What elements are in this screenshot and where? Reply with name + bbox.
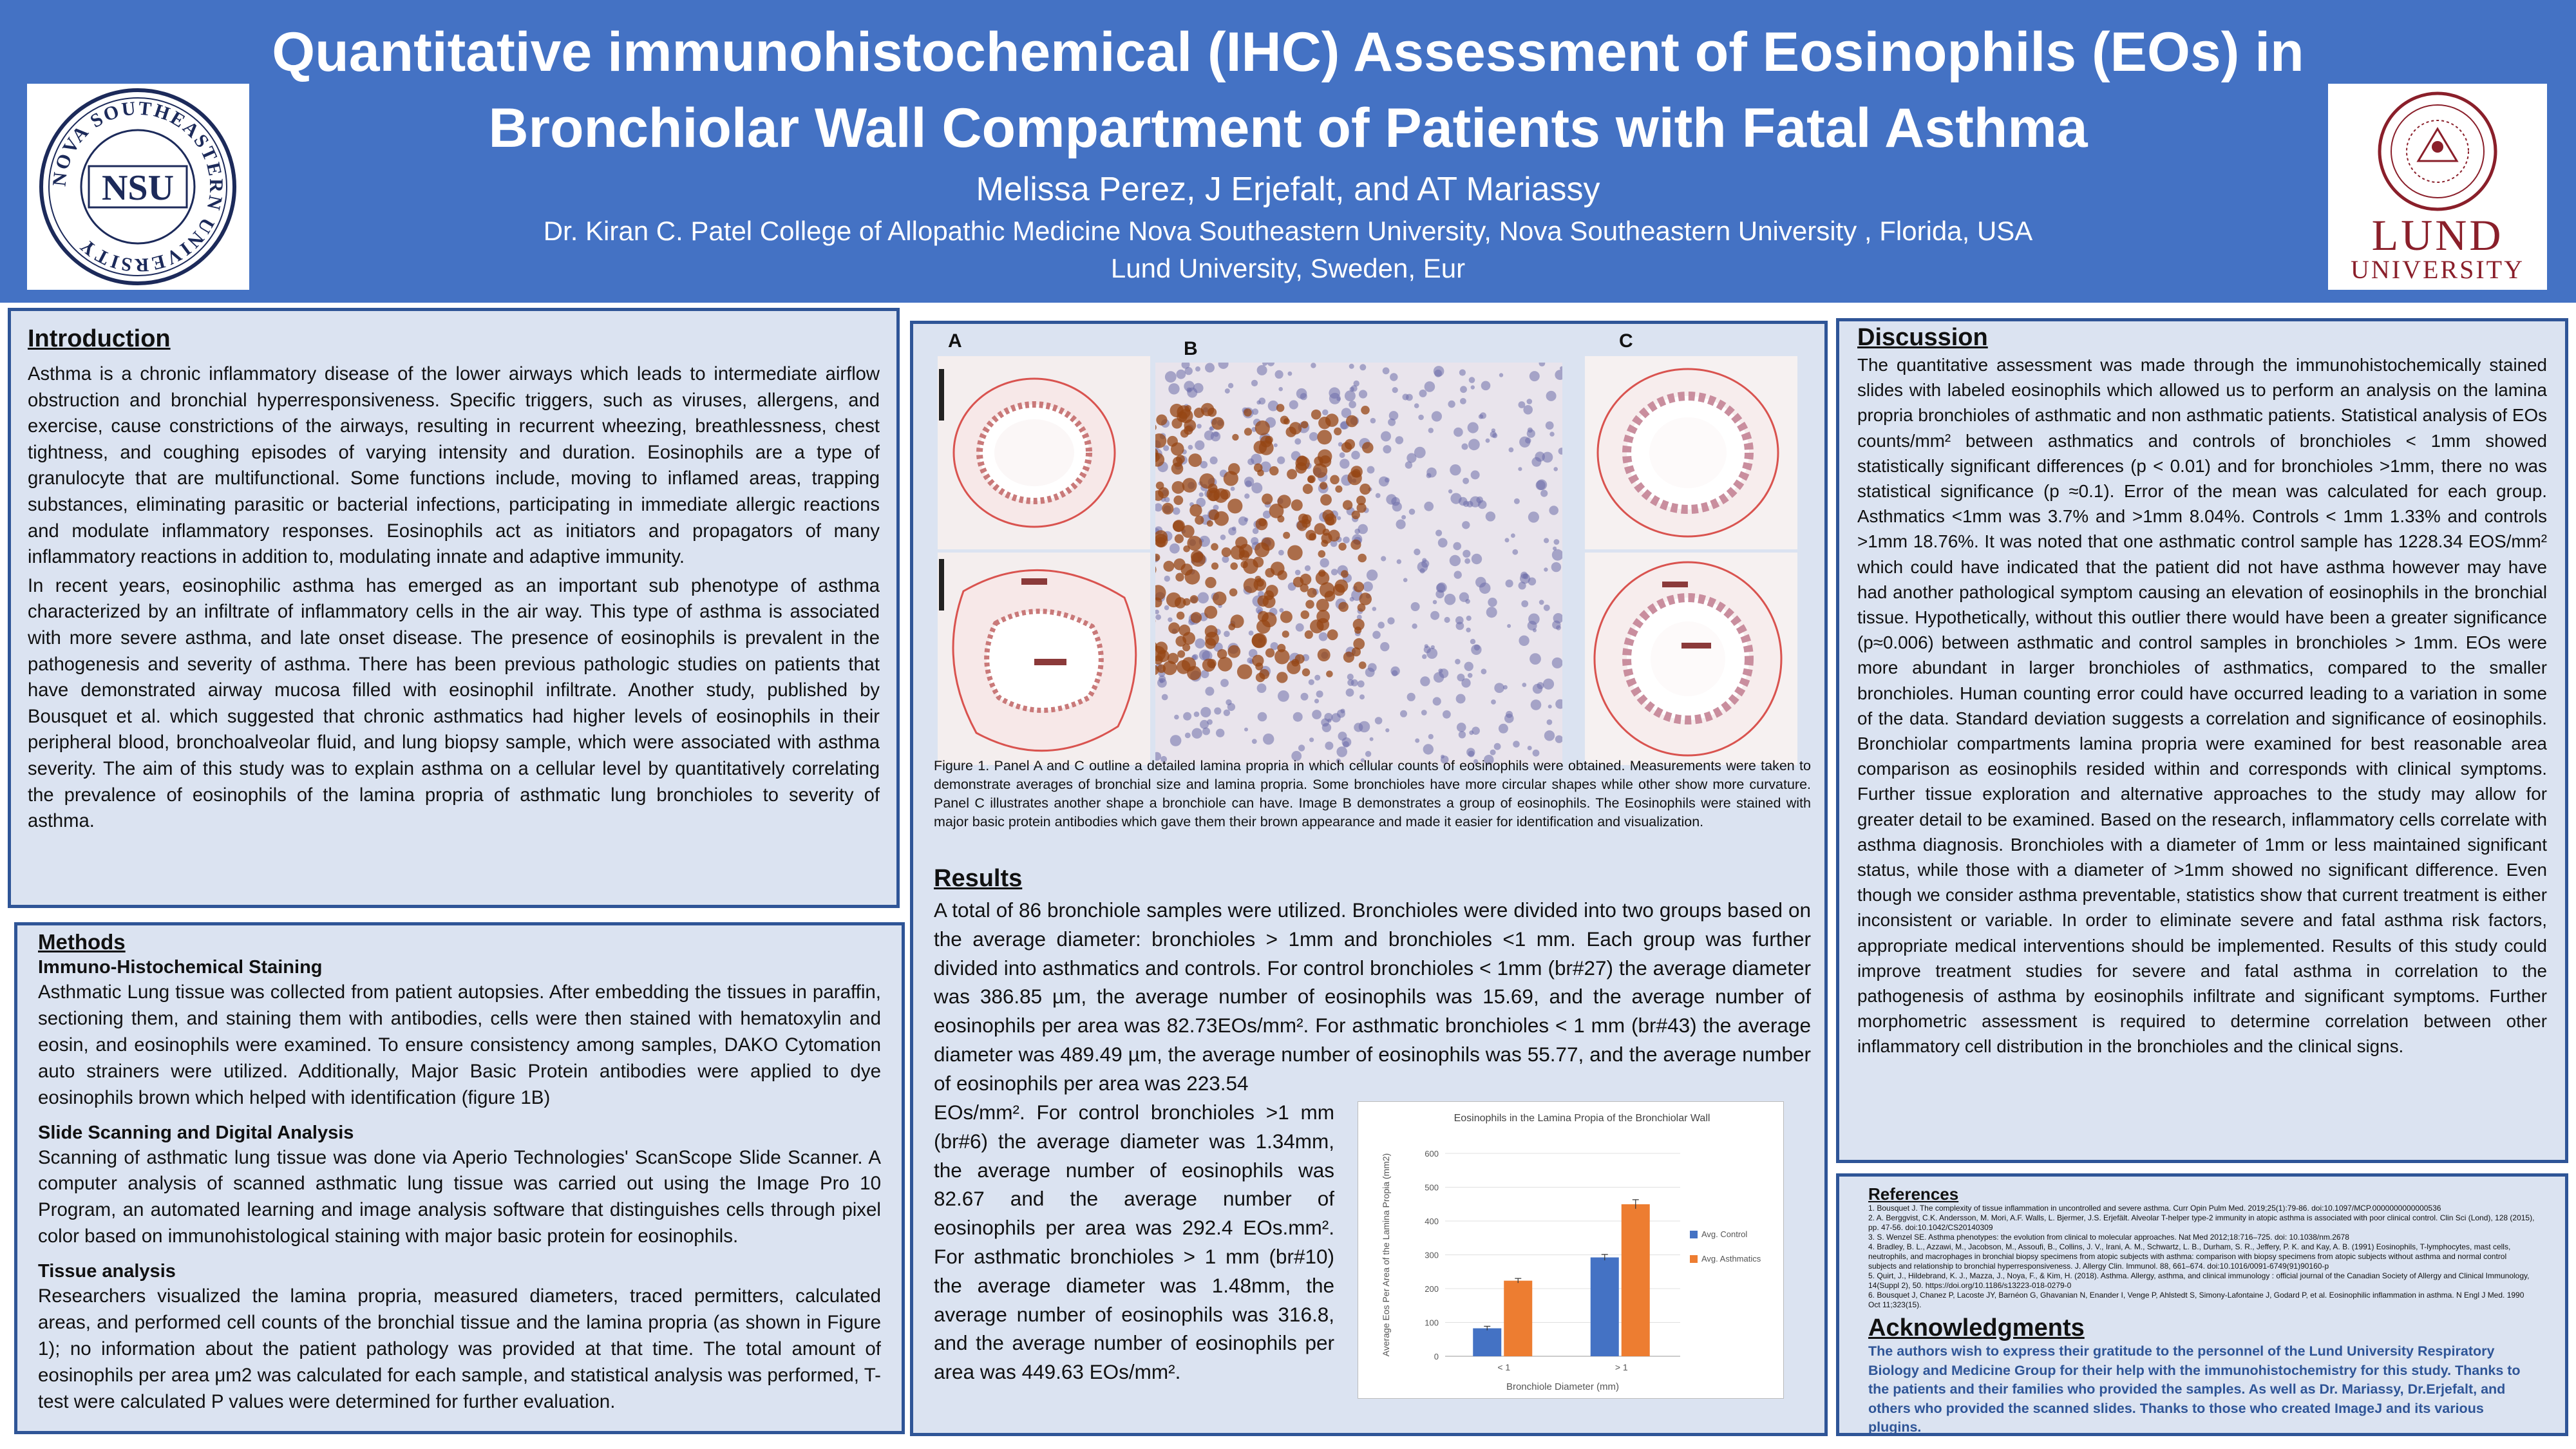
lund-seal-icon xyxy=(2328,84,2547,290)
methods-section-2-text: Scanning of asthmatic lung tissue was done via Aperio Technologies' ScanScope Slide Scanner. A computer analysis of scanned asthmatic lung tissue was carried out using the Image Pro 10 Program, an automated learning and image analysis software that distinguishes cells through pixel color based on immunohistological staining with major basic protein for eosinophils. xyxy=(38,1146,881,1247)
introduction-paragraph-2: In recent years, eosinophilic asthma has emerged as an important sub phenotype of asthma characterized by an infiltrate of inflammatory cells in the air way. This type of asthma is associated with more severe asthma, and late onset disease. The presence of eosinophils is prevalent in the pathogenesis and severity of asthma. There has been previous pathologic studies on patients that have demonstrated airway mucosa filled with eosinophil infiltrate. Another study, published by Bousquet et al. which suggested that chronic asthmatics had higher levels of eosinophils in their peripheral blood, bronchoalveolar fluid, and lung biopsy sample, which were associated with asthma severity. The aim of this study was to explain asthma on a cellular level by quantitatively correlating the prevalence of eosinophils of the lamina propria of asthmatic lung bronchioles to severity of asthma. xyxy=(28,575,880,832)
chart-legend-label: Avg. Asthmatics xyxy=(1701,1254,1761,1264)
methods-panel xyxy=(14,922,905,1434)
results-paragraph-side: EOs/mm². For control bronchioles >1 mm (br#6) the average diameter was 1.34mm, the average number of eosinophils was 82.67 and the average number of eosinophils per area was 292.4 EOs.mm². For asthmatic bronchioles > 1 mm (br#10) the average diameter was 1.48mm, the average number of eosinophils was 316.8, and the average number of eosinophils per area was 449.63 EOs/mm². xyxy=(934,1101,1334,1384)
figure-a-bottom-image xyxy=(938,553,1150,765)
chart-title: Eosinophils in the Lamina Propia of the Bronchiolar Wall xyxy=(1454,1113,1710,1124)
reference-item: 1. Bousquet J. The complexity of tissue inflammation in uncontrolled and severe asthma. Curr Opin Pulm Med. 2019;25(1):79-86. doi:10.1097/MCP.0000000000000536 xyxy=(1868,1204,2441,1213)
references-heading: References xyxy=(1868,1184,1959,1204)
methods-section-3-text: Researchers visualized the lamina propria, measured diameters, traced permitters, calculated areas, and performed cell counts of the bronchial tissue and the lamina propria (as shown in Figure 1); no information about the patient pathology was provided at that time. The total amount of eosinophils per area μm2 was calculated for each sample, and statistical analysis was performed, T-test were calculated P values were determined for further evaluation. xyxy=(38,1285,881,1412)
discussion-panel xyxy=(1836,318,2568,1163)
lund-name-text: LUND xyxy=(2371,211,2504,260)
acknowledgments-text: The authors wish to express their gratitude to the personnel of the Lund University Respiratory Biology and Medicine Group for their help with the immunohistochemistry for this study. Thanks to the patients and their families who provided the samples. As well as Dr. Mariassy, Dr.Erjefalt, and others who provided the scanned slides. Thanks to those who created ImageJ and its various plugins. xyxy=(1868,1343,2521,1435)
poster-title: Quantitative immunohistochemical (IHC) Assessment of Eosinophils (EOs) in Bronchiolar Wall Compartment of Patients with Fatal Asthma xyxy=(272,21,2304,159)
chart-x-axis-label: Bronchiole Diameter (mm) xyxy=(1506,1381,1620,1392)
chart-y-tick-label: 0 xyxy=(1434,1352,1439,1361)
methods-section-1-text: Asthmatic Lung tissue was collected from patient autopsies. After embedding the tissues in paraffin, sectioning them, and staining them with antibodies, cells were then stained with hematoxylin and eosin, and eosinophils were examined. To ensure consistency among samples, DAKO Cytomation auto strainers were utilized. Additionally, Major Basic Protein antibodies were applied to dye eosinophils brown which helped with identification (figure 1B) xyxy=(38,981,881,1108)
chart-svg xyxy=(1358,1102,1783,1398)
chart-bar xyxy=(1473,1329,1501,1356)
reference-item: 4. Bradley, B. L., Azzawi, M., Jacobson, M., Assoufi, B., Collins, J. V., Irani, A. M., Schwartz, L. B., Durham, S. R., Jeffery, P. K. and Kay, A. B. (1991) Eosinophils, T-lymphocytes, mast cells, neutrophils, and macrophages in bronchial biopsy specimens from atopic subjects with asthma: comparison with biopsy specimens from atopic subjects without asthma and normal control subjects and relationship to bronchial hyperresponsiveness. J. Allergy Clin. Immunol. 88, 661–674. doi:10.1016/0091-6749(91)90160-p xyxy=(1868,1242,2511,1271)
results-paragraph-top: A total of 86 bronchiole samples were utilized. Bronchioles were divided into two groups based on the average diameter: bronchioles > 1mm and bronchioles <1 mm. Each group was further divided into asthmatics and controls. For control bronchioles < 1mm (br#27) the average diameter was 386.85 µm, the average number of eosinophils was 15.69, and the average number of eosinophils per area was 82.73EOs/mm². For asthmatic bronchioles < 1 mm (br#43) the average diameter was 489.49 µm, the average number of eosinophils was 55.77, and the average number of eosinophils per area was 223.54 xyxy=(934,898,1811,1095)
reference-item: 5. Quirt, J., Hildebrand, K. J., Mazza, J., Noya, F., & Kim, H. (2018). Asthma. Allergy, asthma, and clinical immunology : official journal of the Canadian Society of Allergy and Clinical Immunology, 14(Suppl 2), 50. https://doi.org/10.1186/s13223-018-0279-0 xyxy=(1868,1271,2530,1290)
discussion-text: The quantitative assessment was made through the immunohistochemically stained slides with labeled eosinophils which allowed us to perform an analysis on the lamina propria bronchioles of asthmatic and non asthmatic patients. Statistical analysis of EOs counts/mm² between asthmatics and controls of bronchioles < 1mm showed statistically significant differences (p < 0.01) and for bronchioles >1mm, there no was statistical significance (p ≈0.1). Error of the mean was calculated for each group. Asthmatics <1mm was 3.7% and >1mm 8.04%. Controls < 1mm 1.33% and controls >1mm 18.76%. It was noted that one asthmatic control sample has 1228.34 EOS/mm² which could have indicated that the patient did not have asthma however may have had another pathological symptom causing an elevation of eosinophils in the bronchial tissue. Hypothetically, without this outlier there would have been a greater significance (p≈0.006) between asthmatic and control samples in bronchioles > 1mm. EOs were more abundant in larger bronchioles of asthmatics, compared to the smaller bronchioles. Human counting error could have occurred leading to a variation in some of the data. Standard deviation suggests a correlation and significance of eosinophils. Bronchiolar compartments lamina propria were examined for best reasonable area comparison as eosinophils resided within and corresponds with clinical symptoms. Further tissue exploration and alternative approaches to the study may allow for greater detail to be examined. Based on the research, inflammatory cells correlate with asthma diagnosis. Bronchioles with a diameter of 1mm or less maintained significant status, while those with a diameter of >1mm showed no significant difference. Even though we consider asthma preventable, statistics show that current treatment is either inconsistent or variable. In order to eliminate severe and fatal asthma risk factors, appropriate medical interventions should be implemented. Results of this study could improve treatment studies for severe and fatal asthma in correlation to the pathogenesis of asthma by eosinophils infiltrate and significant symptoms. Further morphometric assessment is required to determine correlation between other inflammatory cell distribution in the bronchioles and the clinical signs. xyxy=(1857,355,2547,1057)
lund-logo xyxy=(2328,84,2547,290)
nsu-seal-icon xyxy=(27,84,249,290)
chart-legend-swatch xyxy=(1690,1231,1698,1238)
chart-y-tick-label: 100 xyxy=(1425,1318,1439,1328)
references-acknowledgments-panel xyxy=(1836,1173,2568,1436)
introduction-panel xyxy=(8,308,900,908)
chart-y-tick-label: 400 xyxy=(1425,1217,1439,1226)
affiliation-line-1: Dr. Kiran C. Patel College of Allopathic Medicine Nova Southeastern University, Nova Southeastern University , Florida, USA xyxy=(543,216,2033,246)
introduction-paragraph-1: Asthma is a chronic inflammatory disease of the lower airways which leads to intermediate airflow obstruction and bronchial hyperresponsiveness. Specific triggers, such as viruses, allergens, and exercise, cause constrictions of the airways, resulting in recurrent wheezing, breathlessness, chest tightness, and coughing episodes of varying intensity and duration. Eosinophils are a type of granulocyte that are multifunctional. Some functions include, moving to inflamed areas, trapping substances, eliminating parasitic or bacterial infections, participating in immediate allergic reactions and modulate inflammatory responses. Eosinophils act as initiators and propagators of many inflammatory reactions in addition to, modulating innate and adaptive immunity. xyxy=(28,364,880,568)
methods-section-2-title: Slide Scanning and Digital Analysis xyxy=(38,1122,354,1143)
results-heading: Results xyxy=(934,865,1023,892)
acknowledgments-heading: Acknowledgments xyxy=(1868,1314,2085,1341)
introduction-heading: Introduction xyxy=(28,325,171,352)
chart-y-tick-label: 200 xyxy=(1425,1284,1439,1294)
poster-affiliations xyxy=(245,213,2331,287)
chart-y-tick-label: 300 xyxy=(1425,1250,1439,1260)
figure-label-b: B xyxy=(1184,338,1198,359)
figure-results-panel xyxy=(910,321,1828,1436)
chart-legend-swatch xyxy=(1690,1255,1698,1263)
nsu-center-text: NSU xyxy=(101,168,175,208)
poster-header xyxy=(0,0,2576,303)
figure-label-a: A xyxy=(948,330,962,352)
chart-bar xyxy=(1504,1281,1532,1356)
figure-c-top-image xyxy=(1585,356,1797,549)
chart-y-tick-label: 600 xyxy=(1425,1149,1439,1159)
reference-item: 3. S. Wenzel SE. Asthma phenotypes: the evolution from clinical to molecular approaches. Nat Med 2012;18:716–725. doi: 10.1038/nm.2678 xyxy=(1868,1233,2349,1242)
figure-b-image xyxy=(1155,363,1562,765)
figure-c-bottom-image xyxy=(1585,553,1797,765)
eosinophil-bar-chart xyxy=(1358,1101,1784,1399)
chart-legend-label: Avg. Control xyxy=(1701,1229,1748,1239)
poster-authors: Melissa Perez, J Erjefalt, and AT Mariassy xyxy=(976,171,1600,208)
figure-label-c: C xyxy=(1619,330,1633,352)
chart-x-tick-label: > 1 xyxy=(1615,1362,1628,1372)
figure-caption: Figure 1. Panel A and C outline a detailed lamina propria in which cellular counts of eosinophils were obtained. Measurements were taken to demonstrate averages of bronchial size and lamina propria. Some bronchioles have more circular shapes while other show more curvature. Panel C illustrates another shape a bronchiole can have. Image B demonstrates a group of eosinophils. The Eosinophils were stained with major basic protein antibodies which gave them their brown appearance and made it easier for identification and visualization. xyxy=(934,758,1811,829)
chart-bar xyxy=(1591,1257,1619,1356)
nsu-ring-text: NOVA SOUTHEASTERN UNIVERSITY xyxy=(48,97,227,276)
chart-y-tick-label: 500 xyxy=(1425,1182,1439,1193)
nsu-logo xyxy=(27,84,249,290)
chart-y-axis-label: Average Eos Per Area of the Lamina Propia (mm2) xyxy=(1381,1153,1391,1357)
chart-bar xyxy=(1622,1204,1650,1356)
affiliation-line-2: Lund University, Sweden, Eur xyxy=(1110,253,1466,283)
methods-section-1-title: Immuno-Histochemical Staining xyxy=(38,957,323,978)
chart-x-tick-label: < 1 xyxy=(1497,1362,1511,1372)
references-list xyxy=(1868,1204,2536,1310)
methods-section-3-title: Tissue analysis xyxy=(38,1261,176,1282)
reference-item: 2. A. Berggvist, C.K. Andersson, M. Mori, A.F. Walls, L. Bjermer, J.S. Erjefält. Alveolar T-helper type-2 immunity in atopic asthma is associated with poor clinical control. Clin Sci (Lond), 128 (2015), pp. 47-56. doi:10.1042/CS20140309 xyxy=(1868,1213,2535,1232)
methods-heading: Methods xyxy=(38,930,126,954)
discussion-heading: Discussion xyxy=(1857,324,1988,351)
figure-a-top-image xyxy=(938,356,1150,549)
lund-sub-text: UNIVERSITY xyxy=(2351,255,2524,284)
reference-item: 6. Bousquet J, Chanez P, Lacoste JY, Barnéon G, Ghavanian N, Enander I, Venge P, Ahlstedt S, Simony-Lafontaine J, Godard P, et al. Eosinophilic inflammation in asthma. N Engl J Med. 1990 Oct 11;323(15). xyxy=(1868,1291,2524,1309)
